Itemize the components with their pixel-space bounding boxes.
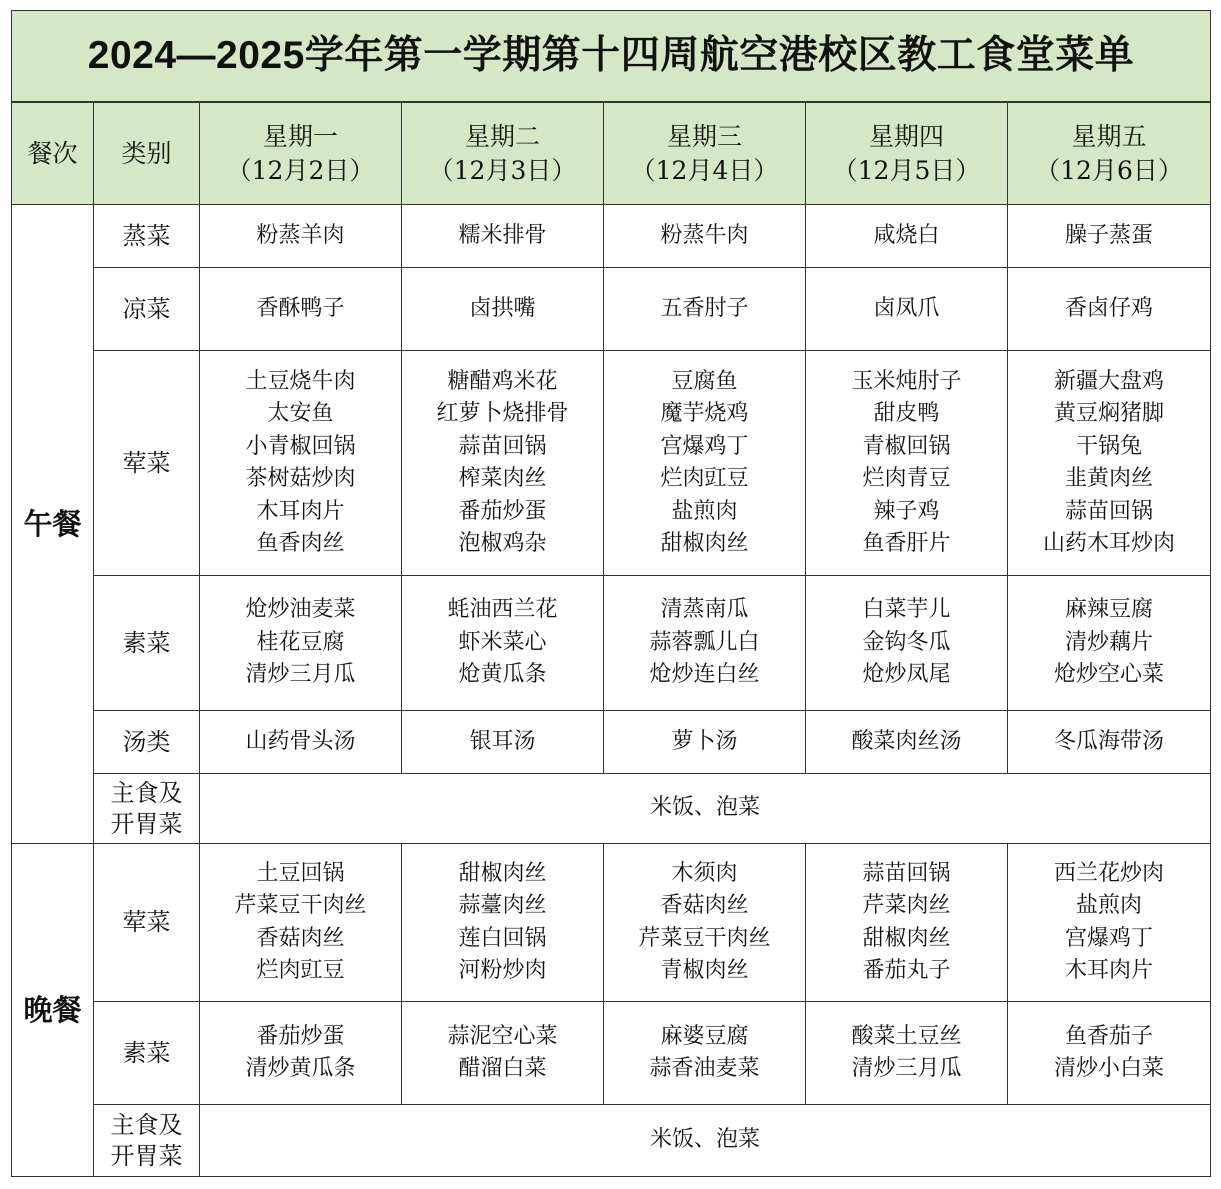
dish-item: 盐煎肉 (671, 498, 738, 524)
category-steamed: 蒸菜 (94, 205, 200, 268)
dish-item: 鱼香茄子 (1065, 1023, 1154, 1049)
dish-cell (402, 1002, 604, 1105)
dish-cell (402, 576, 604, 711)
category-veg: 素菜 (94, 1002, 200, 1105)
dish-item: 炝黄瓜条 (458, 662, 547, 688)
category-staple-line: 主食及 (110, 1110, 183, 1139)
dish-cell (604, 576, 806, 711)
dish-cell: 粉蒸羊肉 (200, 205, 402, 268)
dish-item: 河粉炒肉 (458, 958, 547, 983)
dish-cell (1008, 844, 1211, 1002)
dish-item: 芹菜肉丝 (862, 893, 951, 918)
dish-item: 炝炒空心菜 (1054, 662, 1165, 688)
day-date: （12月6日） (1035, 155, 1183, 185)
day-name: 星期五 (1071, 121, 1147, 151)
dish-item: 清炒藕片 (1065, 629, 1154, 655)
dish-item: 醋溜白菜 (458, 1056, 547, 1081)
dish-item: 烂肉豇豆 (256, 958, 345, 983)
dish-cell: 糯米排骨 (402, 205, 604, 268)
staple-value: 米饭、泡菜 (200, 1105, 1211, 1177)
dish-item: 玉米炖肘子 (851, 368, 962, 394)
dish-item: 清炒黄瓜条 (245, 1056, 356, 1081)
dish-item: 鱼香肉丝 (256, 531, 345, 556)
dish-item: 清炒小白菜 (1054, 1056, 1165, 1081)
dish-item: 泡椒鸡杂 (458, 531, 547, 556)
category-staple (94, 774, 200, 844)
dish-cell: 粉蒸牛肉 (604, 205, 806, 268)
category-meat: 荤菜 (94, 351, 200, 576)
dish-item: 木耳肉片 (1065, 958, 1154, 983)
dish-item: 甜椒肉丝 (660, 531, 749, 556)
dish-item: 蒜香油麦菜 (649, 1056, 760, 1081)
dish-cell (200, 351, 402, 576)
dish-item: 番茄炒蛋 (256, 1023, 345, 1049)
dish-item: 宫爆鸡丁 (1065, 925, 1154, 951)
dish-item: 香菇肉丝 (256, 925, 345, 951)
dish-cell (806, 351, 1008, 576)
dish-cell (200, 576, 402, 711)
dish-cell (604, 1002, 806, 1105)
header-category: 类别 (94, 102, 200, 205)
dish-cell: 银耳汤 (402, 711, 604, 774)
dish-item: 蒜蓉瓢儿白 (649, 629, 760, 655)
meal-lunch: 午餐 (12, 205, 94, 844)
dish-item: 甜椒肉丝 (862, 925, 951, 951)
staple-value: 米饭、泡菜 (200, 774, 1211, 844)
dish-item: 山药木耳炒肉 (1043, 531, 1176, 556)
dish-cell: 萝卜汤 (604, 711, 806, 774)
dish-item: 虾米菜心 (458, 629, 547, 655)
dish-cell (1008, 1002, 1211, 1105)
menu-title: 2024—2025学年第一学期第十四周航空港校区教工食堂菜单 (12, 11, 1211, 103)
dish-item: 芹菜豆干肉丝 (234, 893, 367, 918)
dish-item: 青椒肉丝 (660, 958, 749, 983)
dish-cell (1008, 576, 1211, 711)
dish-item: 木耳肉片 (256, 498, 345, 524)
header-day-mon (200, 102, 402, 205)
dish-item: 盐煎肉 (1076, 893, 1143, 918)
dish-cell: 香酥鸭子 (200, 268, 402, 351)
dish-cell: 咸烧白 (806, 205, 1008, 268)
dish-item: 新疆大盘鸡 (1054, 368, 1165, 394)
dish-item: 金钩冬瓜 (862, 629, 951, 655)
dish-item: 清蒸南瓜 (660, 597, 749, 623)
dish-item: 芹菜豆干肉丝 (638, 925, 771, 951)
dish-item: 甜皮鸭 (873, 401, 940, 426)
dish-item: 酸菜土豆丝 (851, 1023, 962, 1049)
dish-item: 番茄炒蛋 (458, 498, 547, 524)
dish-item: 红萝卜烧排骨 (436, 401, 569, 426)
dish-item: 甜椒肉丝 (458, 860, 547, 886)
dish-cell (604, 844, 806, 1002)
menu-table (11, 10, 1211, 1177)
dish-cell (200, 844, 402, 1002)
dish-item: 蚝油西兰花 (447, 597, 558, 623)
day-name: 星期四 (868, 121, 944, 151)
dish-cell (806, 844, 1008, 1002)
dish-cell: 香卤仔鸡 (1008, 268, 1211, 351)
dish-item: 宫爆鸡丁 (660, 433, 749, 459)
dish-cell: 卤凤爪 (806, 268, 1008, 351)
dish-item: 木须肉 (671, 860, 738, 886)
dish-item: 小青椒回锅 (245, 433, 356, 459)
dish-item: 鱼香肝片 (862, 531, 951, 556)
dish-item: 干锅兔 (1076, 433, 1143, 459)
dish-item: 土豆烧牛肉 (245, 368, 356, 394)
menu-sheet (11, 10, 1210, 1177)
dish-cell (1008, 351, 1211, 576)
dish-item: 清炒三月瓜 (245, 662, 356, 688)
dish-item: 蒜泥空心菜 (447, 1023, 558, 1049)
day-date: （12月4日） (630, 155, 779, 185)
dish-item: 番茄丸子 (862, 958, 951, 983)
dish-cell (200, 1002, 402, 1105)
category-staple-line: 开胃菜 (110, 1141, 183, 1170)
dish-item: 蒜苗回锅 (458, 433, 547, 459)
header-day-fri (1008, 102, 1211, 205)
dish-item: 炝炒凤尾 (862, 662, 951, 688)
dish-cell: 卤拱嘴 (402, 268, 604, 351)
dish-item: 太安鱼 (267, 401, 334, 426)
category-staple-line: 主食及 (110, 778, 183, 807)
day-name: 星期一 (262, 121, 338, 151)
category-soup: 汤类 (94, 711, 200, 774)
category-veg: 素菜 (94, 576, 200, 711)
day-date: （12月3日） (428, 155, 577, 185)
dish-cell: 五香肘子 (604, 268, 806, 351)
dish-item: 蒜苗回锅 (1065, 498, 1154, 524)
dish-item: 西兰花炒肉 (1054, 860, 1165, 886)
dish-cell: 臊子蒸蛋 (1008, 205, 1211, 268)
dish-item: 麻婆豆腐 (660, 1023, 749, 1049)
dish-item: 清炒三月瓜 (851, 1056, 962, 1081)
dish-item: 麻辣豆腐 (1065, 597, 1154, 623)
day-name: 星期二 (464, 121, 540, 151)
category-staple (94, 1105, 200, 1177)
dish-item: 莲白回锅 (458, 925, 547, 951)
dish-item: 香菇肉丝 (660, 893, 749, 918)
category-meat: 荤菜 (94, 844, 200, 1002)
dish-item: 黄豆焖猪脚 (1054, 401, 1165, 426)
header-day-wed (604, 102, 806, 205)
dish-item: 魔芋烧鸡 (660, 401, 749, 426)
category-cold: 凉菜 (94, 268, 200, 351)
dish-cell (806, 1002, 1008, 1105)
dish-item: 炝炒油麦菜 (245, 597, 356, 623)
dish-cell: 山药骨头汤 (200, 711, 402, 774)
header-meal: 餐次 (12, 102, 94, 205)
dish-item: 桂花豆腐 (256, 629, 345, 655)
dish-cell (402, 844, 604, 1002)
dish-cell (806, 576, 1008, 711)
dish-cell (402, 351, 604, 576)
header-day-tue (402, 102, 604, 205)
header-day-thu (806, 102, 1008, 205)
category-staple-line: 开胃菜 (110, 809, 183, 838)
dish-item: 韭黄肉丝 (1065, 466, 1154, 491)
day-date: （12月5日） (832, 155, 981, 185)
dish-item: 茶树菇炒肉 (245, 466, 356, 491)
dish-item: 豆腐鱼 (671, 368, 738, 394)
dish-item: 青椒回锅 (862, 433, 951, 459)
dish-item: 糖醋鸡米花 (447, 368, 558, 394)
day-name: 星期三 (666, 121, 742, 151)
dish-cell: 酸菜肉丝汤 (806, 711, 1008, 774)
dish-item: 蒜苗回锅 (862, 860, 951, 886)
dish-item: 烂肉豇豆 (660, 466, 749, 491)
dish-item: 辣子鸡 (873, 498, 940, 524)
day-date: （12月2日） (226, 155, 375, 185)
dish-item: 土豆回锅 (256, 860, 345, 886)
dish-item: 蒜薹肉丝 (458, 893, 547, 918)
dish-item: 炝炒连白丝 (649, 662, 760, 688)
dish-item: 烂肉青豆 (862, 466, 951, 491)
dish-cell (604, 351, 806, 576)
dish-item: 白菜芋儿 (862, 597, 951, 623)
meal-dinner: 晚餐 (12, 844, 94, 1177)
dish-cell: 冬瓜海带汤 (1008, 711, 1211, 774)
dish-item: 榨菜肉丝 (458, 466, 547, 491)
